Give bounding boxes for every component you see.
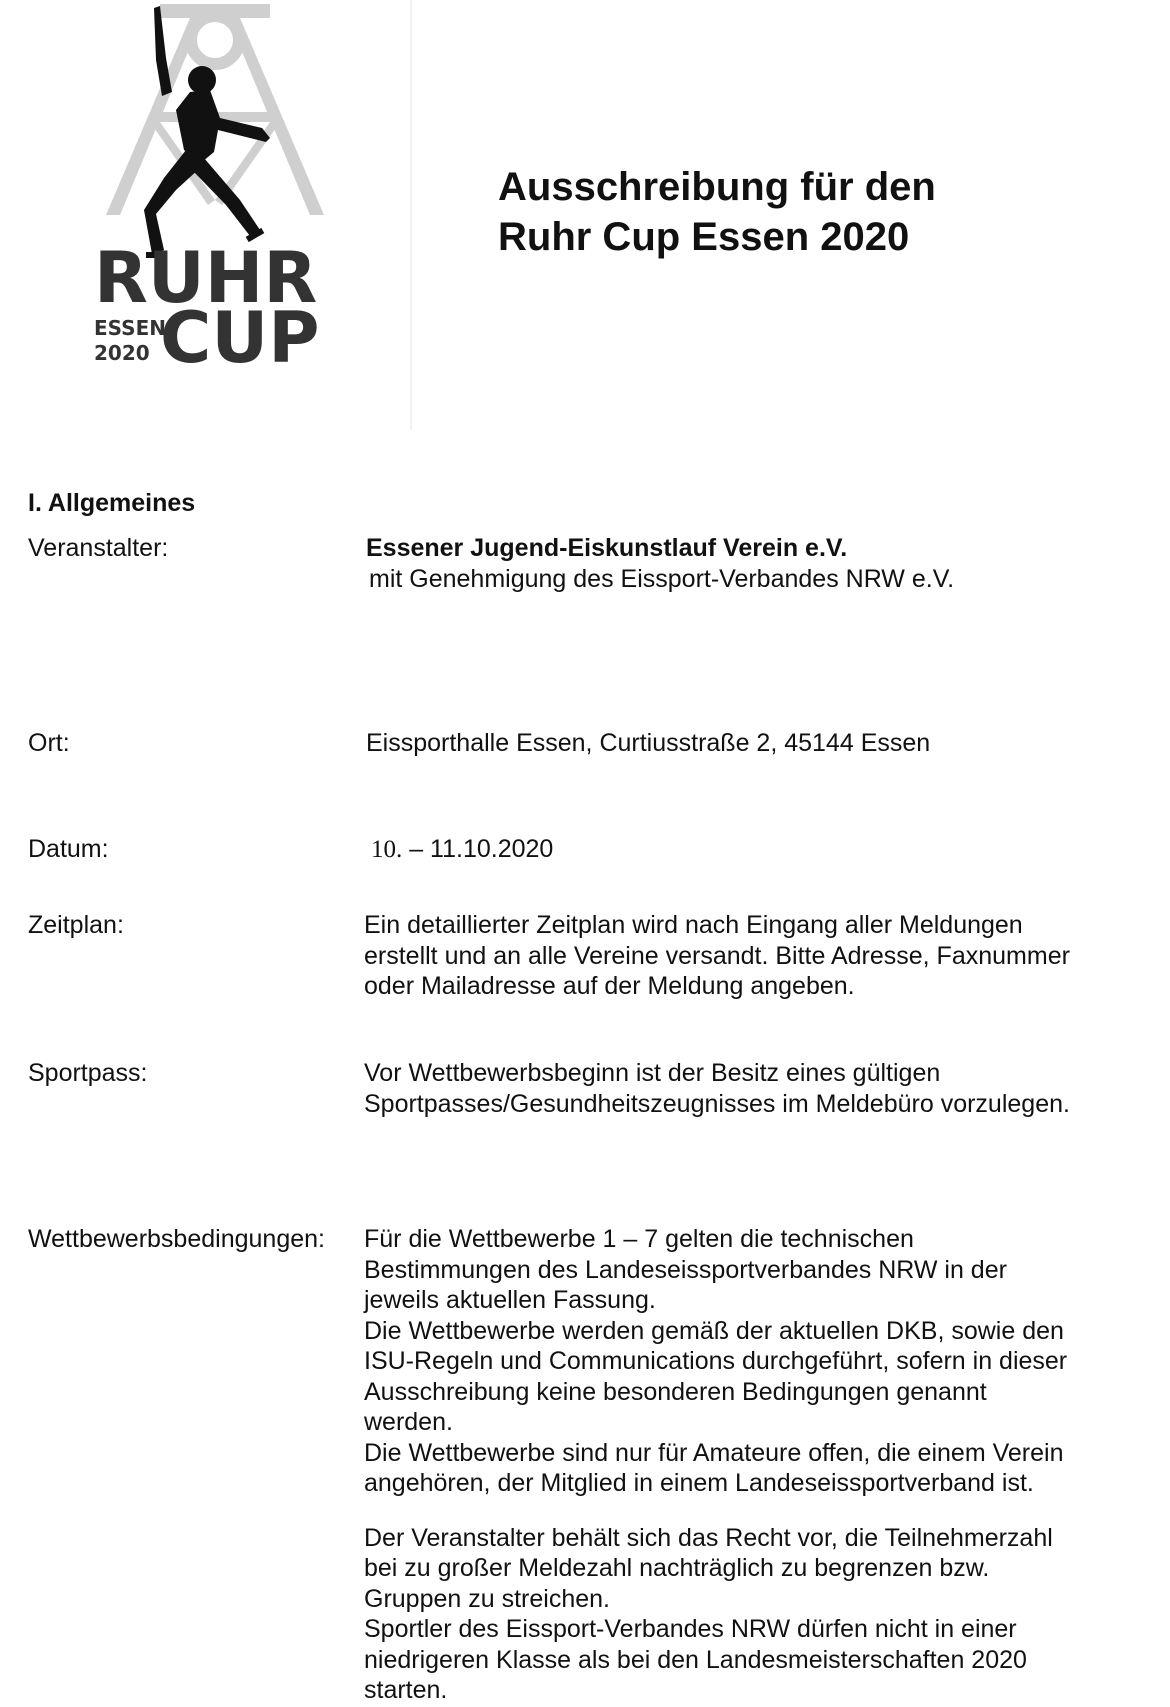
ruhr-cup-logo (90, 0, 420, 430)
wettbewerb-line: Sportler des Eissport-Verbandes NRW dürfen nicht in einer (364, 1615, 1017, 1643)
ort-value (366, 728, 1146, 759)
wettbewerb-line: Gruppen zu streichen. (364, 1584, 610, 1613)
logo-ruhr-text: RUHR (94, 237, 318, 319)
wettbewerb-line: Die Wettbewerbe sind nur für Amateure offen, die einem Verein (364, 1438, 1064, 1467)
wettbewerb-line: angehören, der Mitglied in einem Landeseissportverband ist. (364, 1469, 1034, 1497)
figure-skater-headframe-icon (90, 0, 420, 430)
wettbewerb-value (364, 1224, 1144, 1706)
logo-cup-text: CUP (160, 297, 320, 379)
datum-end: – 11.10.2020 (409, 835, 554, 863)
logo-divider (410, 0, 412, 430)
section-heading: I. Allgemeines (28, 489, 196, 517)
wettbewerb-line: Die Wettbewerbe werden gemäß der aktuellen DKB, sowie den (364, 1316, 1064, 1345)
veranstalter-label: Veranstalter: (28, 534, 169, 562)
title-line-2: Ruhr Cup Essen 2020 (498, 215, 910, 259)
veranstalter-value (366, 533, 1146, 594)
wettbewerb-line: Ausschreibung keine besonderen Bedingungen genannt (364, 1377, 987, 1406)
title-line-1: Ausschreibung für den (498, 165, 936, 209)
wettbewerb-line: niedrigeren Klasse als bei den Landesmeisterschaften 2020 (364, 1645, 1027, 1674)
logo-year-text: 2020 (94, 341, 150, 365)
wettbewerb-label: Wettbewerbsbedingungen: (28, 1225, 325, 1253)
zeitplan-value (364, 910, 1144, 1002)
wettbewerb-line: bei zu großer Meldezahl nachträglich zu begrenzen bzw. (364, 1554, 990, 1582)
wettbewerb-line: Der Veranstalter behält sich das Recht vor, die Teilnehmerzahl (364, 1523, 1053, 1552)
ort-label: Ort: (28, 729, 70, 757)
wettbewerb-paragraph-2 (364, 1523, 1144, 1706)
wettbewerb-paragraph-1 (364, 1224, 1144, 1499)
sportpass-line: Vor Wettbewerbsbeginn ist der Besitz eines gültigen (364, 1059, 941, 1087)
wettbewerb-line: starten. (364, 1676, 448, 1704)
wettbewerb-line: jeweils aktuellen Fassung. (364, 1286, 656, 1314)
document-title (498, 162, 936, 262)
wettbewerb-line: werden. (364, 1408, 453, 1436)
datum-label: Datum: (28, 835, 109, 863)
datum-start-day: 10. (371, 836, 403, 863)
wettbewerb-line: Für die Wettbewerbe 1 – 7 gelten die technischen (364, 1225, 914, 1253)
logo-essen-text: ESSEN (94, 316, 166, 340)
sportpass-label: Sportpass: (28, 1059, 148, 1087)
veranstalter-organizer: Essener Jugend-Eiskunstlauf Verein e.V. (366, 534, 848, 562)
wettbewerb-line: Bestimmungen des Landeseissportverbandes NRW in der (364, 1255, 1007, 1284)
zeitplan-line: Ein detaillierter Zeitplan wird nach Eingang aller Meldungen (364, 911, 1023, 939)
zeitplan-label: Zeitplan: (28, 911, 124, 939)
ort-address: Eissporthalle Essen, Curtiusstraße 2, 45144 Essen (366, 729, 931, 757)
datum-value (371, 834, 1151, 866)
wettbewerb-line: ISU-Regeln und Communications durchgeführt, sofern in dieser (364, 1347, 1068, 1375)
zeitplan-line: oder Mailadresse auf der Meldung angeben. (364, 972, 855, 1000)
sportpass-line: Sportpasses/Gesundheitszeugnisses im Meldebüro vorzulegen. (364, 1089, 1070, 1118)
veranstalter-approval: mit Genehmigung des Eissport-Verbandes NRW e.V. (369, 564, 955, 593)
sportpass-value (364, 1058, 1144, 1119)
zeitplan-line: erstellt und an alle Vereine versandt. Bitte Adresse, Faxnummer (364, 941, 1070, 970)
